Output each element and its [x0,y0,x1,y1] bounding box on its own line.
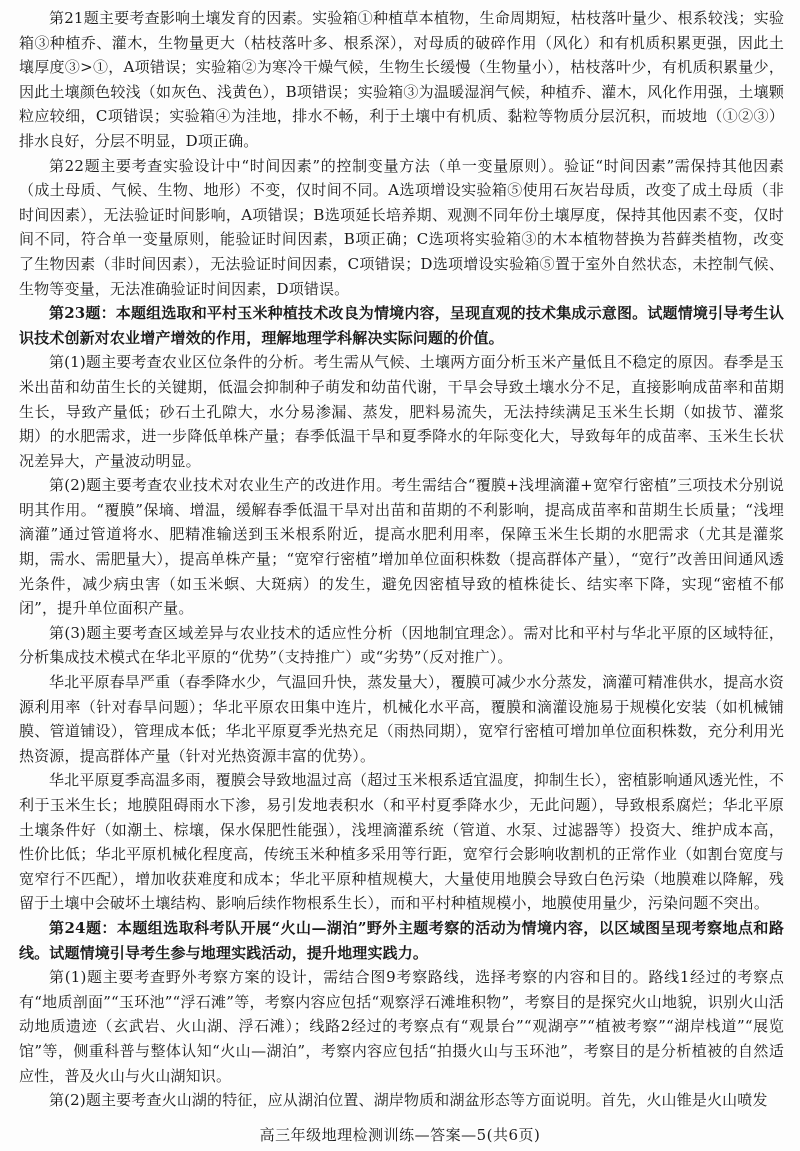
page-footer: 高三年级地理检测训练—答案—5(共6页) [259,1126,541,1144]
paragraph-q24-part1: 第(1)题主要考查野外考察方案的设计，需结合图9考察路线，选择考察的内容和目的。路线1经过的考察点有“地质剖面”“玉环池”“浮石滩”等，考察内容应包括“观察浮石滩堆积物”，考察目的是探究火山地貌，识别火山活动地质遗迹（玄武岩、火山湖、浮石滩）；线路2经过的考察点有“观景台”“观湖亭”“植被考察”“湖岸栈道”“展览馆”等，侧重科普与整体认知“火山—湖泊”，考察内容应包括“拍摄火山与玉环池”，考察目的是分析植被的自然适应性，普及火山与火山湖知识。 [19,968,784,1085]
paragraph-q24-part2: 第(2)题主要考查火山湖的特征，应从湖泊位置、湖岸物质和湖盆形态等方面说明。首先，火山锥是火山喷发 [49,1091,768,1110]
paragraph-q23-part3: 第(3)题主要考查区域差异与农业技术的适应性分析（因地制宜理念）。需对比和平村与华北平原的区域特征，分析集成技术模式在华北平原的“优势”（支持推广）或“劣势”（反对推广）。 [19,623,784,667]
paragraph-q23-advantages: 华北平原春旱严重（春季降水少，气温回升快，蒸发量大），覆膜可减少水分蒸发，滴灌可精准供水，提高水资源利用率（针对春旱问题）；华北平原农田集中连片，机械化水平高，覆膜和滴灌设施易于规模化安装（如机械铺膜、管道铺设），管理成本低；华北平原夏季光热充足（雨热同期），宽窄行密植可增加单位面积株数，充分利用光热资源，提高群体产量（针对光热资源丰富的优势）。 [19,673,784,765]
paragraph-q22: 第22题主要考查实验设计中“时间因素”的控制变量方法（单一变量原则）。验证“时间因素”需保持其他因素（成土母质、气候、生物、地形）不变，仅时间不同。A选项增设实验箱⑤使用石灰岩母质，改变了成土母质（非时间因素），无法验证时间影响，A项错误；B选项延长培养期、观测不同年份土壤厚度，保持其他因素不变，仅时间不同，符合单一变量原则，能验证时间因素，B项正确；C选项将实验箱③的木本植物替换为苔藓类植物，改变了生物因素（非时间因素），无法验证时间因素，C项错误；D选项增设实验箱⑤置于室外自然状态，未控制气候、生物等变量，无法准确验证时间因素，D项错误。 [19,156,784,298]
paragraph-q23-disadvantages: 华北平原夏季高温多雨，覆膜会导致地温过高（超过玉米根系适宜温度，抑制生长），密植影响通风透光性，不利于玉米生长；地膜阻碍雨水下渗，易引发地表积水（和平村夏季降水少，无此问题），导致根系腐烂；华北平原土壤条件好（如潮土、棕壤，保水保肥性能强），浅埋滴灌系统（管道、水泵、过滤器等）投资大、维护成本高，性价比低；华北平原机械化程度高，传统玉米种植多采用等行距，宽窄行会影响收割机的正常作业（如割台宽度与宽窄行不匹配），增加收获难度和成本；华北平原种植规模大，大量使用地膜会导致白色污染（地膜难以降解，残留于土壤中会破坏土壤结构、影响后续作物根系生长），而和平村种植规模小，地膜使用量少，污染问题不突出。 [19,771,784,913]
paragraph-q23-part1: 第(1)题主要考查农业区位条件的分析。考生需从气候、土壤两方面分析玉米产量低且不稳定的原因。春季是玉米出苗和幼苗生长的关键期，低温会抑制种子萌发和幼苗代谢，干旱会导致土壤水分不足，直接影响成苗率和苗期生长，导致产量低；砂石土孔隙大，水分易渗漏、蒸发，肥料易流失，无法持续满足玉米生长期（如拔节、灌浆期）的水肥需求，进一步降低单株产量；春季低温干旱和夏季降水的年际变化大，导致每年的成苗率、玉米生长状况差异大，产量波动明显。 [19,353,784,470]
paragraph-q23-intro: 第23题：本题组选取和平村玉米种植技术改良为情境内容，呈现直观的技术集成示意图。试题情境引导考生认识技术创新对农业增产增效的作用，理解地理学科解决实际问题的价值。 [19,304,784,347]
paragraph-q21: 第21题主要考查影响土壤发育的因素。实验箱①种植草本植物，生命周期短，枯枝落叶量少、根系较浅；实验箱③种植乔、灌木，生物量更大（枯枝落叶多、根系深），对母质的破碎作用（风化）和有机质积累更强，因此土壤厚度③>①，A项错误；实验箱②为寒冷干燥气候，生物生长缓慢（生物量小），枯枝落叶少，有机质积累量少，因此土壤颜色较浅（如灰色、浅黄色），B项错误；实验箱③为温暖湿润气候，种植乔、灌木，风化作用强，土壤颗粒应较细，C项错误；实验箱④为洼地，排水不畅，利于土壤中有机质、黏粒等物质分层沉积，而坡地（①②③）排水良好，分层不明显，D项正确。 [19,9,784,150]
paragraph-q24-intro: 第24题：本题组选取科考队开展“火山—湖泊”野外主题考察的活动为情境内容，以区域图呈现考察地点和路线。试题情境引导考生参与地理实践活动，提升地理实践力。 [19,918,784,962]
paragraph-q23-part2: 第(2)题主要考查农业技术对农业生产的改进作用。考生需结合“覆膜+浅埋滴灌+宽窄行密植”三项技术分别说明其作用。“覆膜”保墒、增温，缓解春季低温干旱对出苗和苗期的不利影响，提高成苗率和苗期生长质量；“浅埋滴灌”通过管道将水、肥精准输送到玉米根系附近，提高水肥利用率，保障玉米生长期的水肥需求（尤其是灌浆期，需水、需肥量大），提高单株产量；“宽窄行密植”增加单位面积株数（提高群体产量），“宽行”改善田间通风透光条件，减少病虫害（如玉米螟、大斑病）的发生，避免因密植导致的植株徒长、结实率下降，实现“密植不郁闭”，提升单位面积产量。 [19,476,784,618]
